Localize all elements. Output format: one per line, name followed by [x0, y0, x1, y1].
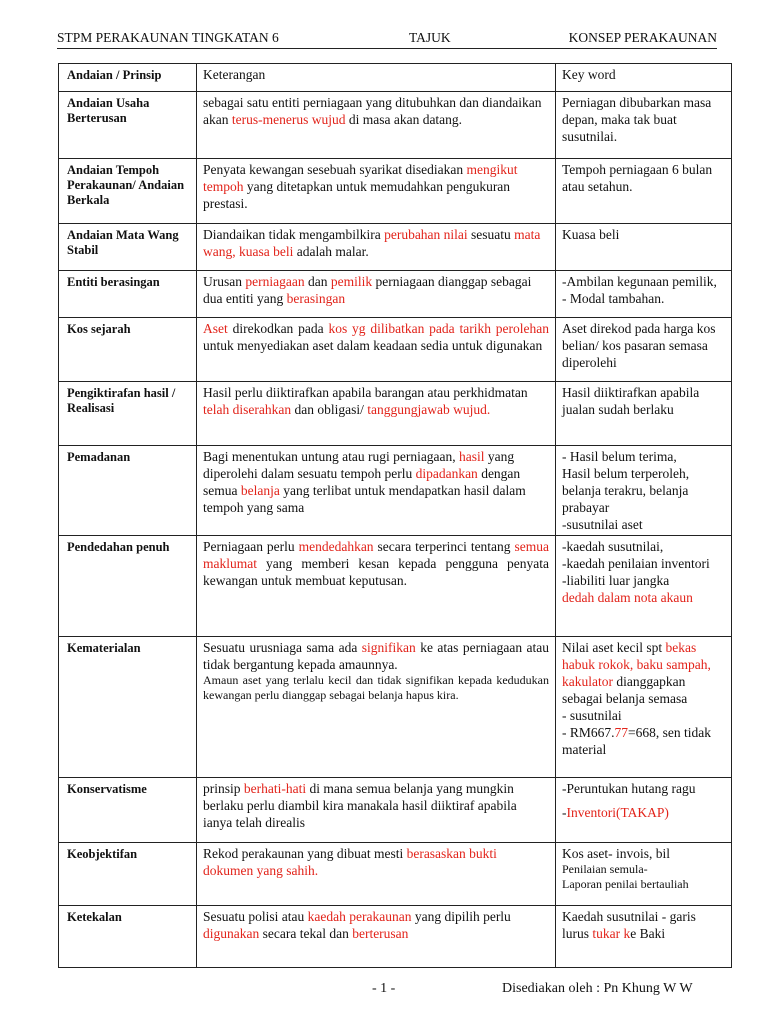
table-row	[59, 382, 732, 446]
text-segment: yang ditetapkan untuk memudahkan pengukuran prestasi.	[203, 179, 511, 211]
prepared-by: Disediakan oleh : Pn Khung W W	[502, 981, 693, 996]
table-row	[59, 159, 732, 224]
text-segment: adalah malar.	[293, 244, 369, 259]
principle-name: Ketekalan	[59, 906, 197, 968]
table-row	[59, 906, 732, 968]
text-segment: Penyata kewangan sesebuah syarikat disediakan	[203, 162, 467, 177]
highlighted-text: digunakan	[203, 926, 260, 941]
text-segment: untuk menyediakan aset dalam keadaan sedia untuk digunakan	[203, 338, 543, 353]
table-row	[59, 778, 732, 843]
highlighted-text: perubahan nilai	[384, 227, 468, 242]
table-row	[59, 446, 732, 536]
principle-keyword	[556, 271, 732, 318]
keyword-line	[562, 724, 725, 758]
page-number: - 1 -	[372, 981, 396, 996]
highlighted-text: pemilik	[330, 274, 373, 289]
principle-description	[197, 159, 556, 224]
principle-description	[197, 318, 556, 382]
highlighted-text: berasaskan bukti dokumen yang sahih.	[203, 846, 497, 878]
text-segment: Aset direkod pada harga kos belian/ kos pasaran semasa diperolehi	[562, 321, 716, 370]
principle-name: Konservatisme	[59, 778, 197, 843]
highlighted-text: signifikan	[361, 640, 416, 655]
text-segment: Perniagan dibubarkan masa depan, maka tak buat susutnilai.	[562, 95, 712, 144]
highlighted-text: dipadankan	[415, 466, 478, 481]
principle-keyword	[556, 637, 732, 778]
principle-keyword	[556, 778, 732, 843]
keyword-line: -liabiliti luar jangka	[562, 573, 670, 588]
text-segment: e Baki	[630, 926, 666, 941]
keyword-line: Kos aset- invois, bil	[562, 846, 670, 861]
principle-description	[197, 92, 556, 159]
text-segment: sesuatu	[467, 227, 515, 242]
principle-description	[197, 536, 556, 637]
text-segment: yang diperolehi dalam sesuatu tempoh perlu	[203, 449, 515, 481]
text-segment: -	[562, 805, 567, 820]
principle-description	[197, 843, 556, 906]
text-segment: dengan semua	[203, 466, 521, 498]
text-segment: Urusan	[203, 274, 246, 289]
text-segment: Perniagaan perlu	[203, 539, 299, 554]
text-segment: di mana semua belanja yang mungkin berlaku perlu diambil kira manakala hasil diiktiraf apabila ianya telah direalis	[203, 781, 517, 830]
text-segment: dan	[304, 274, 331, 289]
keyword-line: -susutnilai aset	[562, 517, 643, 532]
text-segment: Rekod perakaunan yang dibuat mesti	[203, 846, 407, 861]
keyword-line: - Modal tambahan.	[562, 291, 665, 306]
page-header	[57, 30, 717, 48]
principle-description	[197, 382, 556, 446]
principle-description	[197, 224, 556, 271]
highlighted-text: semua maklumat	[203, 539, 549, 571]
table-row	[59, 224, 732, 271]
column-header-keyword: Key word	[556, 64, 732, 92]
principle-keyword	[556, 446, 732, 536]
principle-name: Kos sejarah	[59, 318, 197, 382]
principle-name: Andaian Usaha Berterusan	[59, 92, 197, 159]
keyword-line: -Ambilan kegunaan pemilik,	[562, 274, 717, 289]
table-row	[59, 271, 732, 318]
text-segment: Nilai aset kecil spt	[562, 640, 666, 655]
principle-keyword	[556, 843, 732, 906]
keyword-line: -Peruntukan hutang ragu	[562, 781, 696, 796]
concepts-table	[58, 63, 732, 968]
principle-name: Andaian Tempoh Perakaunan/ Andaian Berkala	[59, 159, 197, 224]
highlighted-text: Inventori(TAKAP)	[566, 805, 669, 820]
table-header-row	[59, 64, 732, 92]
principle-name: Pemadanan	[59, 446, 197, 536]
text-segment: sebagai satu entiti perniagaan yang ditubuhkan dan diandaikan akan	[203, 95, 542, 127]
keyword-line: -kaedah penilaian inventori	[562, 556, 710, 571]
principle-keyword	[556, 536, 732, 637]
principle-keyword	[556, 318, 732, 382]
keyword-line: belanja terakru, belanja prabayar	[562, 483, 689, 515]
highlighted-text: tukar k	[592, 926, 631, 941]
highlighted-text: mendedahkan	[298, 539, 374, 554]
text-segment: direkodkan pada	[227, 321, 329, 336]
table-row	[59, 536, 732, 637]
highlighted-text: berterusan	[352, 926, 409, 941]
text-segment: - RM667.	[562, 725, 615, 740]
principle-description	[197, 778, 556, 843]
column-header-description: Keterangan	[197, 64, 556, 92]
text-segment: Diandaikan tidak mengambilkira	[203, 227, 385, 242]
highlighted-text: mata wang, kuasa beli	[203, 227, 541, 259]
header-topic-title: KONSEP PERAKAUNAN	[568, 30, 717, 45]
principle-keyword	[556, 224, 732, 271]
text-segment: Hasil diiktirafkan apabila jualan sudah berlaku	[562, 385, 700, 417]
keyword-line: - Hasil belum terima,	[562, 449, 677, 464]
text-segment: Tempoh perniagaan 6 bulan atau setahun.	[562, 162, 713, 194]
text-segment: Sesuatu polisi atau	[203, 909, 308, 924]
text-segment: Hasil perlu diiktirafkan apabila barangan atau perkhidmatan	[203, 385, 528, 400]
principle-keyword	[556, 92, 732, 159]
description-note: Amaun aset yang terlalu kecil dan tidak signifikan kepada kedudukan kewangan perlu dianggap sebagai belanja hapus kira.	[203, 673, 549, 702]
highlighted-text: hasil	[459, 449, 485, 464]
highlighted-text: berhati-hati	[243, 781, 307, 796]
keyword-line: - susutnilai	[562, 708, 622, 723]
highlighted-text: kos yg dilibatkan pada tarikh perolehan	[328, 321, 549, 336]
principle-description	[197, 906, 556, 968]
text-segment: di masa akan datang.	[345, 112, 463, 127]
text-segment: Kaedah susutnilai - garis lurus	[562, 909, 696, 941]
keyword-highlight-line: dedah dalam nota akaun	[562, 590, 693, 605]
keyword-line	[562, 804, 725, 821]
principle-name: Pengiktirafan hasil / Realisasi	[59, 382, 197, 446]
table-row	[59, 843, 732, 906]
text-segment: prinsip	[203, 781, 244, 796]
text-segment: Sesuatu urusniaga sama ada	[203, 640, 362, 655]
text-segment: dan obligasi/	[291, 402, 368, 417]
principle-name: Keobjektifan	[59, 843, 197, 906]
header-subject: STPM PERAKAUNAN TINGKATAN 6	[57, 30, 279, 45]
text-segment: Bagi menentukan untung atau rugi perniagaan,	[203, 449, 460, 464]
principle-description	[197, 271, 556, 318]
table-row	[59, 637, 732, 778]
concepts-table-body	[59, 64, 732, 968]
principle-keyword	[556, 159, 732, 224]
keyword-line: Hasil belum terperoleh,	[562, 466, 690, 481]
text-segment: yang dipilih perlu	[411, 909, 511, 924]
text-segment: Kuasa beli	[562, 227, 620, 242]
header-topic-label: TAJUK	[409, 30, 451, 45]
highlighted-text: tanggungjawab wujud.	[367, 402, 491, 417]
highlighted-text: mengikut tempoh	[203, 162, 518, 194]
principle-keyword	[556, 382, 732, 446]
highlighted-text: terus-menerus wujud	[231, 112, 346, 127]
principle-name: Andaian Mata Wang Stabil	[59, 224, 197, 271]
text-segment: secara tekal dan	[259, 926, 353, 941]
principle-name: Kematerialan	[59, 637, 197, 778]
keyword-line: Penilaian semula-	[562, 862, 648, 876]
text-segment: secara terperinci tentang	[373, 539, 515, 554]
text-segment: dianggapkan sebagai belanja semasa	[562, 674, 688, 706]
highlighted-text: belanja	[240, 483, 280, 498]
header-rule	[57, 48, 717, 49]
text-segment: yang terlibat untuk mendapatkan hasil dalam tempoh yang sama	[203, 483, 526, 515]
highlighted-text: 77	[614, 725, 629, 740]
principle-description	[197, 446, 556, 536]
highlighted-text: perniagaan	[245, 274, 305, 289]
keyword-line: Laporan penilai bertauliah	[562, 877, 689, 891]
highlighted-text: berasingan	[286, 291, 346, 306]
text-segment: =668, sen tidak material	[562, 725, 711, 757]
page-footer	[0, 981, 768, 999]
table-row	[59, 92, 732, 159]
text-segment: perniagaan dianggap sebagai dua entiti yang	[203, 274, 532, 306]
text-segment: ke atas perniagaan atau tidak bergantung kepada amaunnya.	[203, 640, 549, 672]
table-row	[59, 318, 732, 382]
highlighted-text: bekas habuk rokok, baku sampah, kakulator	[562, 640, 711, 689]
column-header-principle: Andaian / Prinsip	[59, 64, 197, 92]
principle-keyword	[556, 906, 732, 968]
principle-name: Pendedahan penuh	[59, 536, 197, 637]
highlighted-text: kaedah perakaunan	[307, 909, 412, 924]
highlighted-text: Aset	[203, 321, 228, 336]
keyword-line: -kaedah susutnilai,	[562, 539, 664, 554]
principle-description	[197, 637, 556, 778]
highlighted-text: telah diserahkan	[203, 402, 292, 417]
principle-name: Entiti berasingan	[59, 271, 197, 318]
text-segment: yang memberi kesan kepada pengguna penyata kewangan untuk membuat keputusan.	[203, 556, 549, 588]
